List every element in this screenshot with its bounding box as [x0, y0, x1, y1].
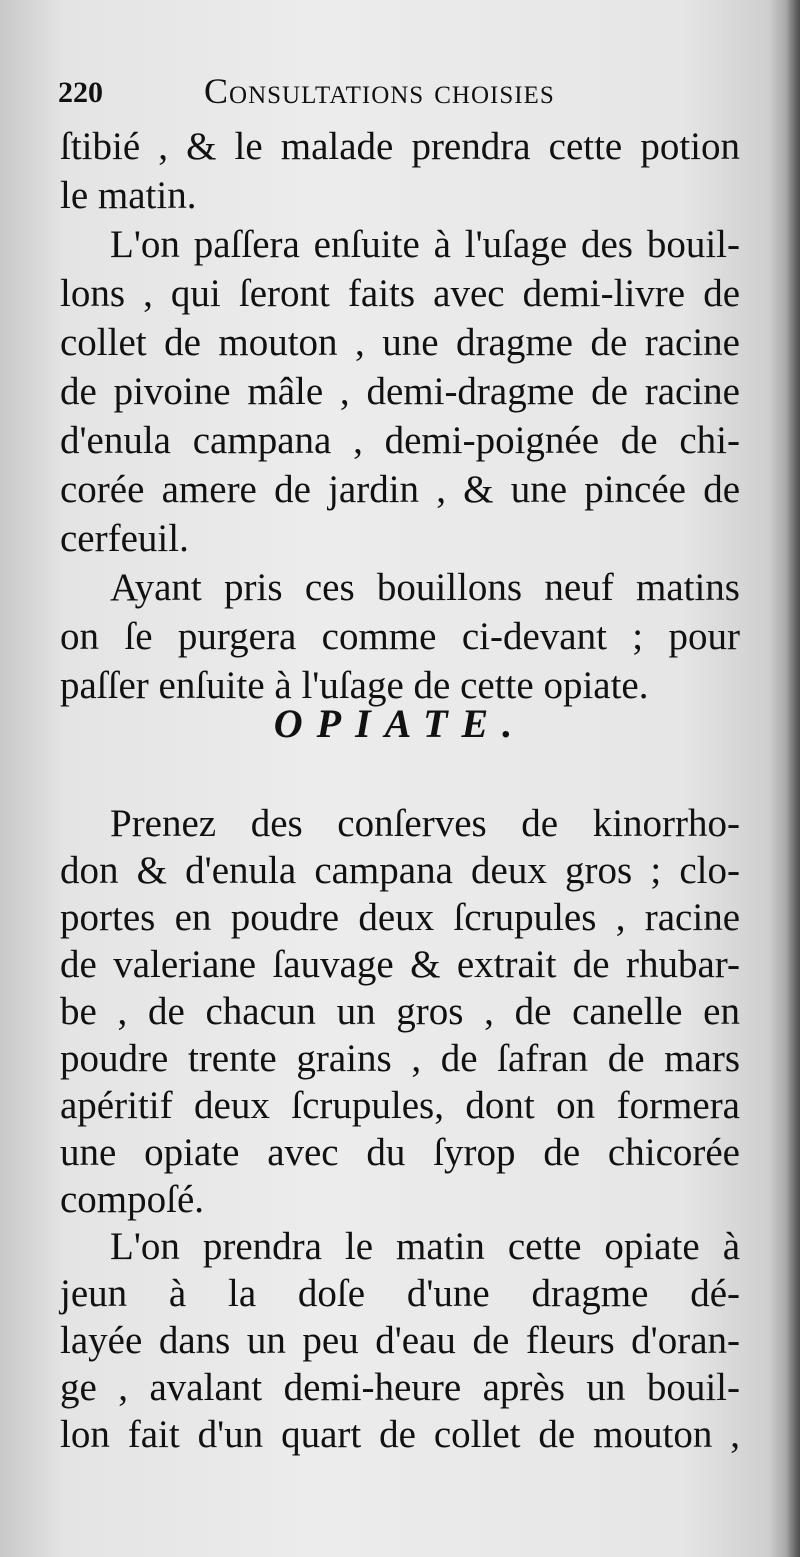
paragraph-block-2	[60, 800, 740, 1458]
text-line: jeun à la doſe d'une dragme dé-	[60, 1272, 740, 1315]
text-line: le matin.	[60, 174, 197, 217]
text-line: L'on prendra le matin cette opiate à	[110, 1225, 740, 1268]
section-heading: OPIATE.	[273, 701, 527, 746]
text-line: don & d'enula campana deux gros ; clo-	[60, 849, 740, 892]
text-line: collet de mouton , une dragme de racine	[60, 321, 740, 364]
page-number: 220	[58, 76, 103, 109]
text-line: paſſer enſuite à l'uſage de cette opiate.	[60, 664, 649, 707]
text-line: poudre trente grains , de ſafran de mars	[60, 1037, 740, 1080]
text-line: Ayant pris ces bouillons neuf matins	[110, 566, 740, 609]
text-line: be , de chacun un gros , de canelle en	[60, 990, 740, 1033]
text-line: ge , avalant demi-heure après un bouil-	[60, 1366, 740, 1409]
text-line: portes en poudre deux ſcrupules , racine	[60, 896, 740, 939]
running-title: Consultations choisies	[204, 71, 555, 111]
text-line: une opiate avec du ſyrop de chicorée	[60, 1131, 740, 1174]
text-line: de pivoine mâle , demi-dragme de racine	[60, 370, 740, 413]
text-line: lon fait d'un quart de collet de mouton ,	[60, 1413, 740, 1456]
text-line: ſtibié , & le malade prendra cette potion	[60, 125, 740, 168]
page-edge-shadow	[786, 0, 800, 1557]
text-line: L'on paſſera enſuite à l'uſage des bouil-	[110, 223, 740, 266]
paragraph-block-1	[60, 122, 740, 710]
page-header	[58, 70, 748, 120]
text-line: on ſe purgera comme ci-devant ; pour	[60, 615, 740, 658]
text-line: lons , qui ſeront faits avec demi-livre de	[60, 272, 740, 315]
text-line: compoſé.	[60, 1178, 205, 1221]
text-line: layée dans un peu d'eau de fleurs d'oran-	[60, 1319, 740, 1362]
text-line: Prenez des conſerves de kinorrho-	[110, 802, 740, 845]
text-line: apéritif deux ſcrupules, dont on formera	[60, 1084, 740, 1127]
text-line: cerfeuil.	[60, 517, 189, 560]
text-line: d'enula campana , demi-poignée de chi-	[60, 419, 740, 462]
text-line: de valeriane ſauvage & extrait de rhubar-	[60, 943, 740, 986]
text-line: corée amere de jardin , & une pincée de	[60, 468, 740, 511]
